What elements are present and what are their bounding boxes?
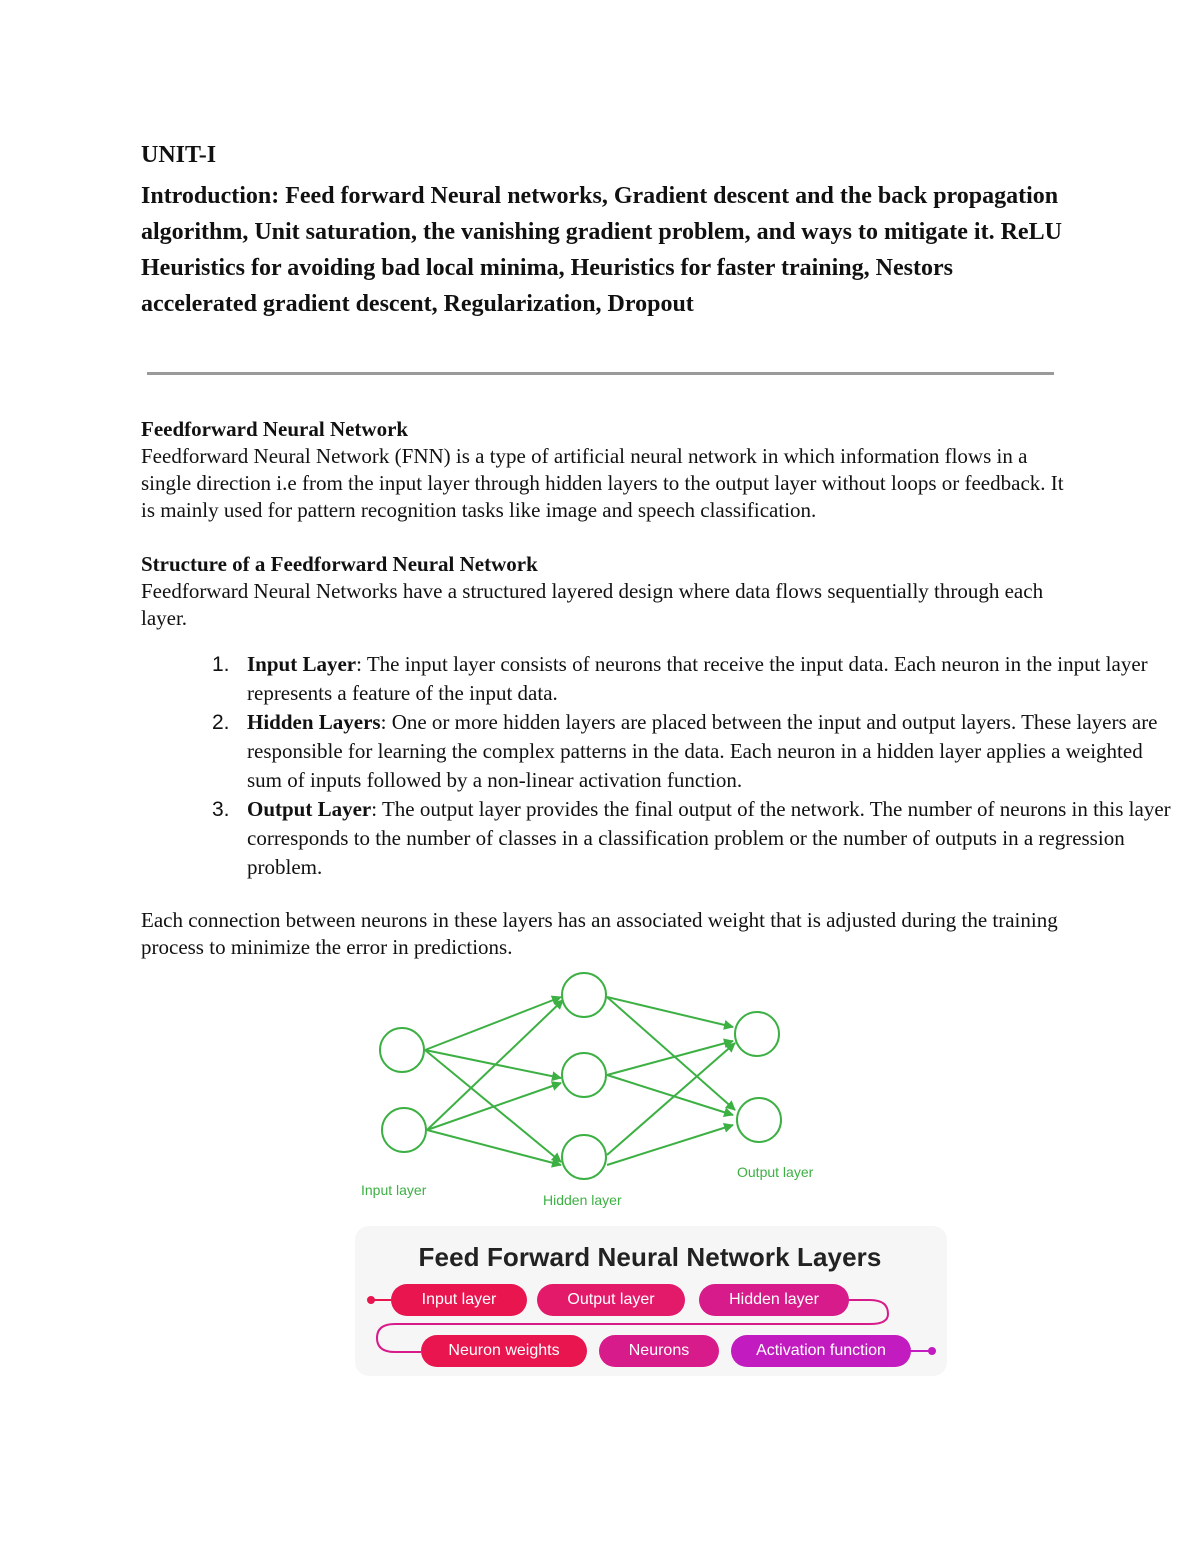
connection [607, 1043, 735, 1155]
closing-paragraph: Each connection between neurons in these layers has an associated weight that is adjusted during the training process to minimize the error in predictions. [141, 908, 1058, 959]
connection [607, 1075, 733, 1115]
input-neuron [380, 1028, 424, 1072]
pill-neurons: Neurons [599, 1335, 719, 1367]
output-neuron [735, 1012, 779, 1056]
output-layer-label: Output layer [737, 1164, 814, 1180]
list-number: 1. [212, 653, 230, 676]
intro-syllabus: Introduction: Feed forward Neural networks, Gradient descent and the back propagation algorithm, Unit saturation, the vanishing gradient problem, and ways to mitigate it. ReLU Heuristics for avoiding bad local minima, Heuristics for faster training, Nestors accelerated gradient descent, Regularization, Dropout [141, 183, 1062, 317]
output-neuron [737, 1098, 781, 1142]
list-item [212, 795, 1177, 882]
list-item [212, 708, 1177, 795]
list-term: Hidden Layers [247, 710, 381, 734]
pill-input-layer: Input layer [391, 1284, 527, 1316]
connection [427, 1130, 561, 1165]
list-item [212, 650, 1177, 708]
hidden-neuron [562, 1053, 606, 1097]
infographic-title: Feed Forward Neural Network Layers [418, 1242, 882, 1272]
layers-infographic [355, 1226, 947, 1376]
unit-title: UNIT-I [141, 142, 217, 168]
list-text: : The output layer provides the final output of the network. The number of neurons in this layer corresponds to the number of classes in a classification problem or the number of outputs in a regression problem. [247, 797, 1171, 879]
structure-paragraph: Feedforward Neural Networks have a structured layered design where data flows sequentially through each layer. [141, 579, 1044, 630]
list-term: Input Layer [247, 652, 357, 676]
connection [607, 1125, 733, 1165]
connection [427, 1083, 561, 1130]
section-heading-structure: Structure of a Feedforward Neural Network [141, 552, 538, 576]
connection [607, 1041, 733, 1075]
neural-network-diagram [355, 965, 835, 1215]
list-term: Output Layer [247, 797, 372, 821]
connection [425, 997, 561, 1050]
input-neuron [382, 1108, 426, 1152]
hidden-neuron [562, 973, 606, 1017]
hidden-layer-label: Hidden layer [543, 1192, 622, 1208]
connection [607, 997, 735, 1110]
horizontal-divider [147, 372, 1054, 375]
layers-list [141, 650, 1177, 882]
list-text: : One or more hidden layers are placed between the input and output layers. These layers are responsible for learning the complex patterns in the data. Each neuron in a hidden layer applies a weighted sum of inputs followed by a non-linear activation function. [247, 710, 1158, 792]
connection [427, 1000, 563, 1130]
fnn-paragraph: Feedforward Neural Network (FNN) is a type of artificial neural network in which information flows in a single direction i.e from the input layer through hidden layers to the output layer without loops or feedback. It is mainly used for pattern recognition tasks like image and speech classification. [141, 444, 1064, 522]
list-number: 2. [212, 711, 230, 734]
pill-hidden-layer: Hidden layer [699, 1284, 849, 1316]
pill-output-layer: Output layer [537, 1284, 685, 1316]
connection [425, 1050, 561, 1078]
pill-neuron-weights: Neuron weights [421, 1335, 587, 1367]
section-heading-fnn: Feedforward Neural Network [141, 417, 409, 441]
pill-activation-function: Activation function [731, 1335, 911, 1367]
input-layer-label: Input layer [361, 1182, 427, 1198]
list-text: : The input layer consists of neurons that receive the input data. Each neuron in the input layer represents a feature of the input data. [247, 652, 1148, 705]
hidden-neuron [562, 1135, 606, 1179]
connection [607, 997, 733, 1027]
list-number: 3. [212, 798, 230, 821]
